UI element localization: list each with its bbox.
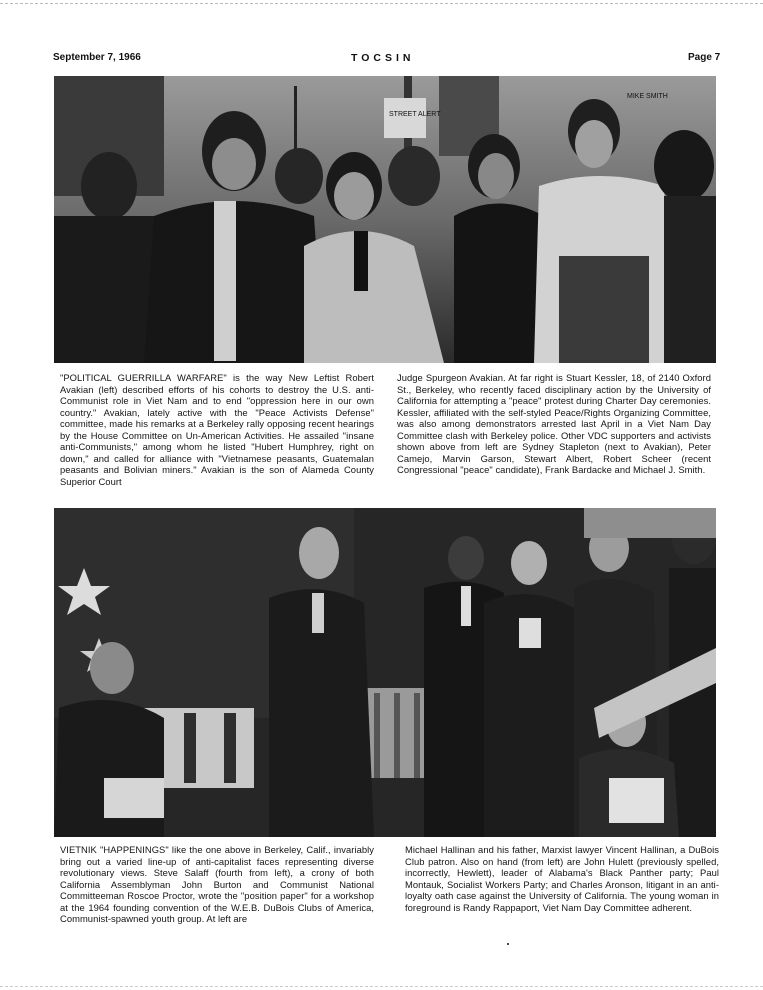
rally-photo-image — [54, 76, 716, 363]
shirt-label: MIKE SMITH — [627, 93, 668, 100]
sign-text: STREET ALERT — [389, 111, 441, 118]
bottom-border-rule — [0, 986, 763, 987]
caption-bottom-left: VIETNIK "HAPPENINGS" like the one above in Berkeley, Calif., invariably bring out a varied line-up of anti-capitalist faces representing diverse revolutionary views. Steve Salaff (fourth from left), a crony of both California Assemblyman John Burton and Communist National Committeeman Roscoe Proctor, wrote the "position paper" for a workshop at the 1964 founding convention of the W.E.B. DuBois Clubs of America, Communist-spawned youth group. At left are — [60, 844, 374, 925]
top-border-rule — [0, 3, 763, 4]
issue-date: September 7, 1966 — [53, 52, 141, 63]
print-speck — [507, 943, 509, 945]
lineup-photo — [54, 508, 716, 837]
caption-top-right: Judge Spurgeon Avakian. At far right is Stuart Kessler, 18, of 2140 Oxford St., Berkeley, who recently faced disciplinary action by the University of California for attempting a "peace" protest during Charter Day ceremonies. Kessler, affiliated with the self-styled Peace/Rights Organizing Committee, was also among demonstrators arrested last April in a Viet Nam Day Committee clash with Berkeley police. Other VDC supporters and activists shown above from left are Sydney Stapleton (next to Avakian), Peter Camejo, Marvin Garson, Stewart Albert, Robert Scheer (recent Congressional "peace" candidate), Frank Bardacke and Michael J. Smith. — [397, 372, 711, 476]
caption-top-left: "POLITICAL GUERRILLA WARFARE" is the way New Leftist Robert Avakian (left) described efforts of his cohorts to destroy the U.S. anti-Communist role in Viet Nam and to end "oppression here in our own country." Avakian, lately active with the "Peace Activists Defense" committee, made his remarks at a Berkeley rally opposing recent hearings by the House Committee on Un-American Activities. He assailed "insane anti-Communists," among whom he listed "Hubert Humphrey, right on down," and called for alliance with "Vietnamese peasants, Guatemalan peasants and Bolivian miners." Avakian is the son of Alameda County Superior Court — [60, 372, 374, 487]
publication-title: TOCSIN — [351, 52, 415, 64]
rally-photo — [54, 76, 716, 363]
protest-sign — [384, 98, 426, 138]
lineup-photo-image — [54, 508, 716, 837]
page-number: Page 7 — [688, 52, 721, 63]
caption-bottom-right: Michael Hallinan and his father, Marxist lawyer Vincent Hallinan, a DuBois Club patron. Also on hand (from left) are John Hulett (previously spelled, incorrectly, Hewlett), leader of Alabama's Black Panther party; Paul Montauk, Socialist Workers Party; and Charles Aronson, litigant in an anti-loyalty oath case against the University of California. The young woman in foreground is Randy Rappaport, Viet Nam Day Committee adherent. — [405, 844, 719, 913]
